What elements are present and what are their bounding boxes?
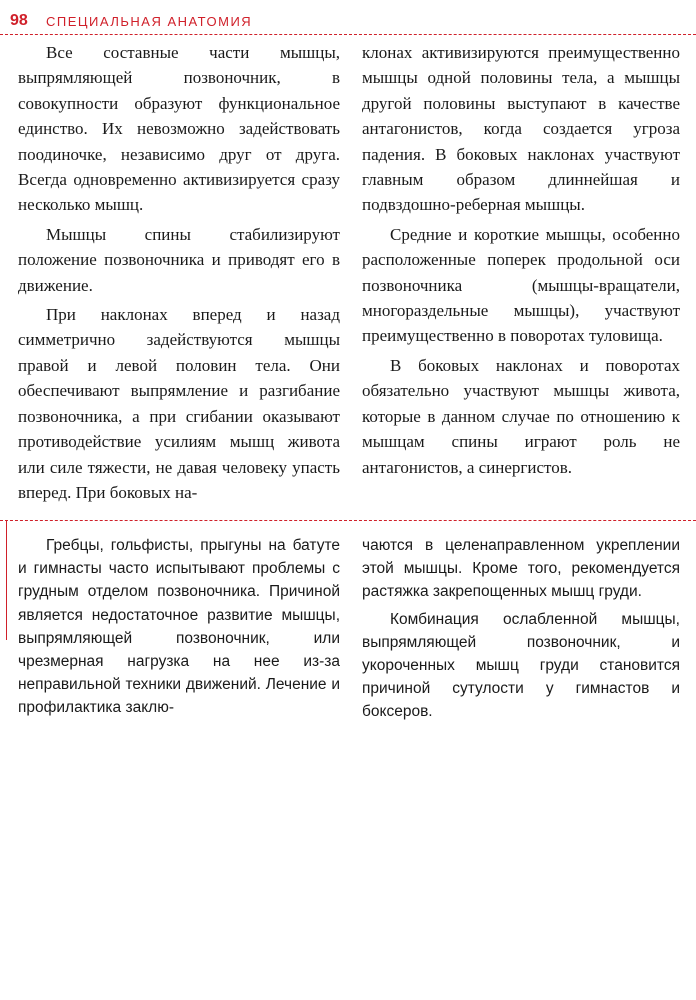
page-header [0,4,696,36]
box-top-divider [0,520,696,521]
main-text-left-column [18,40,340,509]
paragraph: Комбинация ослабленной мышцы, выпрямляющей позвоночник, и укороченных мышц груди становится причиной сутулости у гимнастов и боксеров. [362,610,680,721]
box-left-border [6,520,7,640]
header-divider [0,34,696,35]
paragraph: В боковых наклонах и поворотах обязательно участвуют мышцы живота, которые в данном случае по отношению к мышцам спины играют роль не антагонистов, а синергистов. [362,355,680,477]
paragraph: При наклонах вперед и назад симметрично задействуются мышцы правой и левой половин тела. Они обеспечивают выпрямление и разгибание позвоночника, а при сгибании оказывают противодействие усилиям мышц живота или силе тяжести, не давая человеку упасть вперед. При боковых на- [18,305,340,502]
paragraph: Мышцы спины стабилизируют положение позвоночника и приводят его в движение. [18,224,340,295]
running-title: СПЕЦИАЛЬНАЯ АНАТОМИЯ [46,14,253,29]
paragraph: Все составные части мышцы, выпрямляющей позвоночник, в совокупности образуют функциональное единство. Их невозможно задействовать поодиночке, независимо друг от друга. Всегда одновременно активизируется сразу несколько мышц. [18,43,340,215]
box-text-left-column [18,534,340,724]
paragraph: Средние и короткие мышцы, особенно расположенные поперек продольной оси позвоночника (мышцы-вращатели, многораздельные мышцы), участвуют преимущественно в поворотах туловища. [362,224,680,346]
box-text-right-column [362,534,680,728]
paragraph: клонах активизируются преимущественно мышцы одной половины тела, а мышцы другой половины выступают в качестве антагонистов, когда создается угроза падения. В боковых наклонах участвуют главным образом длиннейшая и подвздошно-реберная мышцы. [362,43,680,215]
page-number: 98 [10,12,28,29]
paragraph: Гребцы, гольфисты, прыгуны на батуте и гимнасты часто испытывают проблемы с грудным отделом позвоночника. Причиной является недостаточное развитие мышцы, выпрямляющей позвоночник, или чрезмерная нагрузка на нее из-за неправильной техники движений. Лечение и профилактика заклю- [18,537,340,717]
main-text-right-column [362,40,680,484]
paragraph: чаются в целенаправленном укреплении этой мышцы. Кроме того, рекомендуется растяжка закрепощенных мышц груди. [362,537,680,601]
